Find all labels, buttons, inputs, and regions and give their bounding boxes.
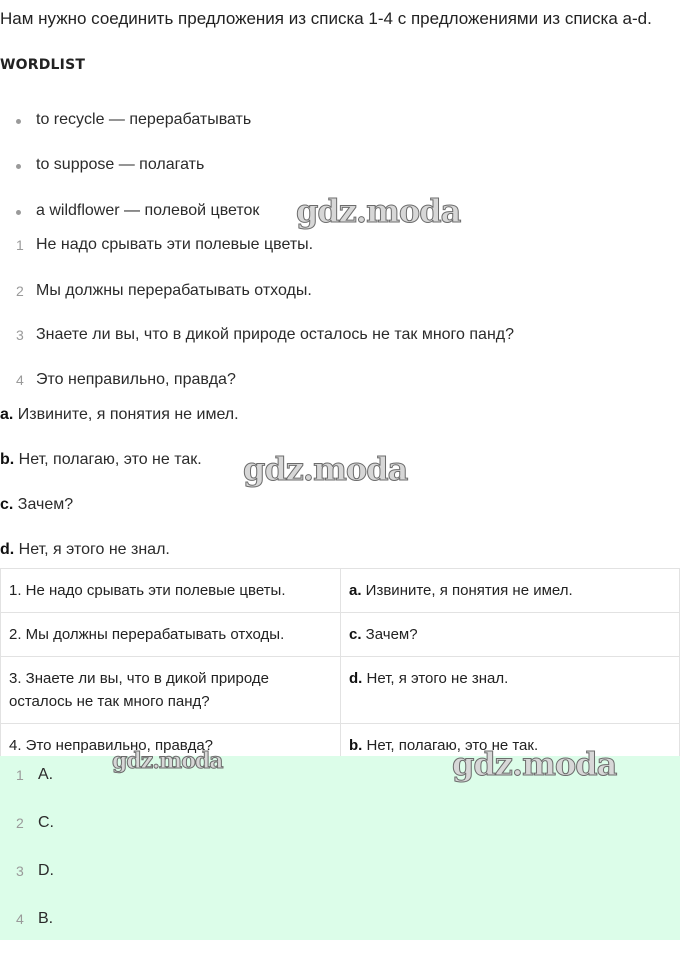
table-row [1,569,680,613]
intro-text: Нам нужно соединить предложения из списка 1-4 с предложениями из списка a-d. [0,9,652,28]
table-cell-right [341,657,680,724]
sentence-number: 3 [16,327,24,343]
watermark-logo: gdz.moda [296,192,461,230]
answer-text: C. [38,814,54,831]
answer-text: D. [38,862,54,879]
answer-box [0,756,680,940]
reply-item [0,541,170,559]
sentence-number: 2 [16,283,24,299]
reply-text: Нет, я этого не знал. [14,541,170,558]
watermark-logo: gdz.moda [452,745,617,783]
answer-number: 4 [16,911,24,927]
reply-text: Зачем? [13,496,74,513]
table-cell-right [341,613,680,657]
wordlist-item-text: to recycle — перерабатывать [36,111,252,128]
reply-item [0,451,202,469]
answer-number: 1 [16,767,24,783]
table-right-text: Нет, я этого не знал. [362,670,509,687]
sentence-text: Знаете ли вы, что в дикой природе осталось не так много панд? [36,326,515,343]
table-right-text: Зачем? [361,626,418,643]
reply-text: Нет, полагаю, это не так. [14,451,202,468]
table-letter: d. [349,670,363,687]
table-row [1,657,680,724]
answer-text: A. [38,766,54,783]
table-letter: b. [349,737,363,754]
reply-item [0,496,73,514]
table-row [1,613,680,657]
reply-letter: a. [0,406,14,423]
watermark-logo: gdz.moda [112,748,223,774]
sentence-text: Не надо срывать эти полевые цветы. [36,236,314,253]
match-table [0,568,680,768]
table-cell-left: 2. Мы должны перерабатывать отходы. [1,613,341,657]
table-right-text: Извините, я понятия не имел. [361,582,573,599]
table-cell-left: 4. Это неправильно, правда? [1,724,341,768]
sentence-text: Это неправильно, правда? [36,371,236,388]
table-letter: c. [349,626,362,643]
sentence-number: 1 [16,237,24,253]
table-right-text: Нет, полагаю, это не так. [362,737,539,754]
reply-text: Извините, я понятия не имел. [13,406,239,423]
bullet-icon [16,164,21,169]
bullet-icon [16,119,21,124]
watermark-logo: gdz.moda [243,450,408,488]
reply-letter: c. [0,496,14,513]
reply-letter: b. [0,451,15,468]
wordlist-item-text: to suppose — полагать [36,156,205,173]
table-cell-left: 3. Знаете ли вы, что в дикой природе осталось не так много панд? [1,657,341,724]
table-letter: a. [349,582,362,599]
answer-number: 3 [16,863,24,879]
table-cell-right [341,569,680,613]
sentence-text: Мы должны перерабатывать отходы. [36,282,312,299]
bullet-icon [16,210,21,215]
answer-number: 2 [16,815,24,831]
table-cell-left: 1. Не надо срывать эти полевые цветы. [1,569,341,613]
wordlist-item-text: a wildflower — полевой цветок [36,202,260,219]
answer-text: B. [38,910,54,927]
reply-item [0,406,239,424]
sentence-number: 4 [16,372,24,388]
reply-letter: d. [0,541,15,558]
wordlist-heading: WORDLIST [0,57,86,73]
